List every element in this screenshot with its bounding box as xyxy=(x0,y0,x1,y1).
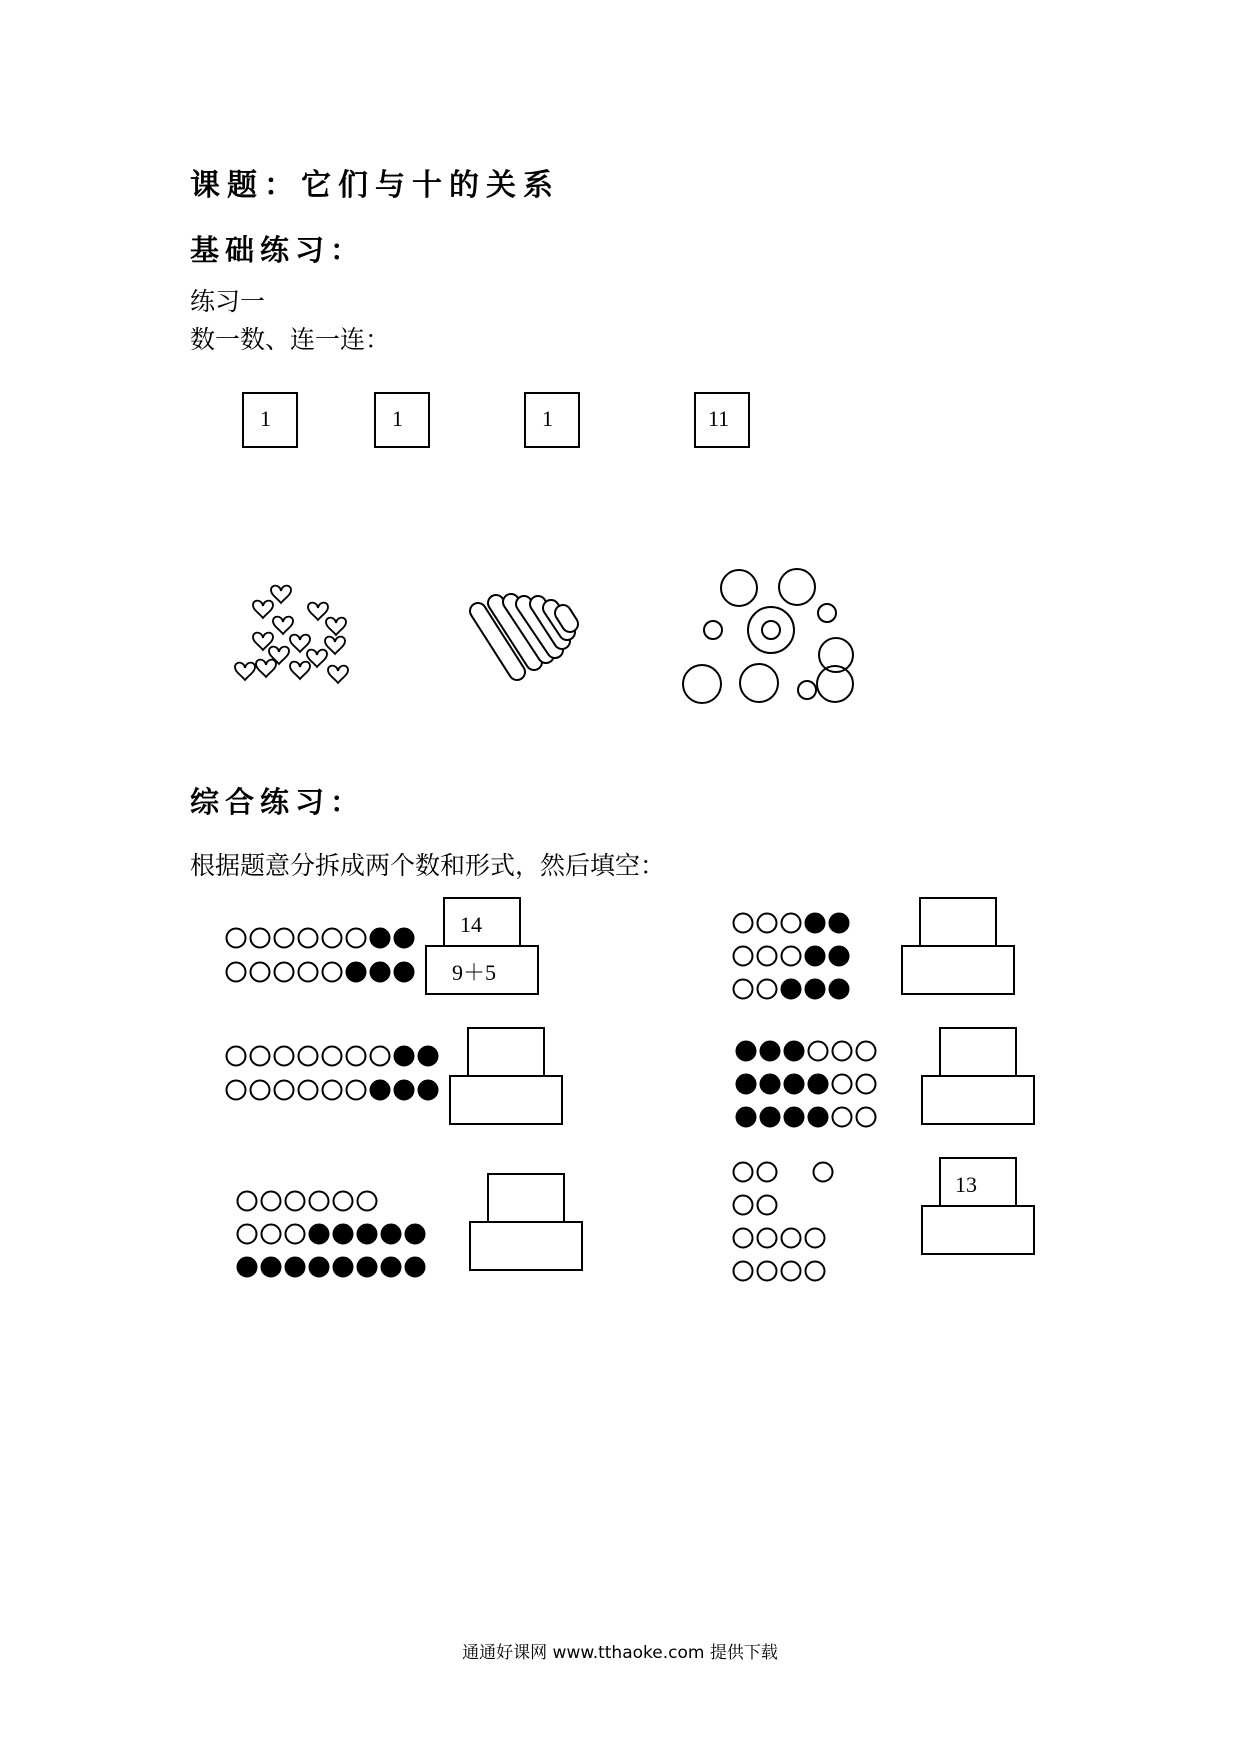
empty-dot xyxy=(758,947,777,966)
hearts-group xyxy=(235,586,348,683)
empty-dot xyxy=(734,980,753,999)
empty-dot xyxy=(758,980,777,999)
empty-dot xyxy=(275,929,294,948)
circle-icon xyxy=(779,569,815,605)
empty-dot xyxy=(251,929,270,948)
empty-dot xyxy=(814,1163,833,1182)
filled-dot xyxy=(406,1225,425,1244)
number-box-value: 11 xyxy=(708,406,730,431)
filled-dot xyxy=(806,980,825,999)
filled-dot xyxy=(785,1075,804,1094)
empty-dot xyxy=(833,1108,852,1127)
empty-dot xyxy=(238,1192,257,1211)
problem-1 xyxy=(426,898,538,994)
comprehensive-instruction: 根据题意分拆成两个数和形式，然后填空： xyxy=(190,851,666,880)
empty-dot xyxy=(334,1192,353,1211)
empty-dot xyxy=(782,914,801,933)
basic-heading: 基础练习： xyxy=(190,233,366,267)
expression-box xyxy=(922,1076,1034,1124)
total-box xyxy=(940,1158,1016,1206)
filled-dot xyxy=(371,963,390,982)
heart-icon xyxy=(328,666,348,683)
empty-dot xyxy=(286,1225,305,1244)
expression-box xyxy=(470,1222,582,1270)
dot-arrays xyxy=(227,914,876,1281)
filled-dot xyxy=(761,1108,780,1127)
filled-dot xyxy=(371,1081,390,1100)
empty-dot xyxy=(323,1047,342,1066)
empty-dot xyxy=(262,1225,281,1244)
number-box-value: 1 xyxy=(542,406,553,431)
empty-dot xyxy=(227,1081,246,1100)
filled-dot xyxy=(806,914,825,933)
filled-dot xyxy=(395,1081,414,1100)
expression-box xyxy=(922,1206,1034,1254)
total-box xyxy=(920,898,996,946)
number-box-value: 1 xyxy=(392,406,403,431)
exercise-label: 练习一 xyxy=(190,287,266,316)
filled-dot xyxy=(830,914,849,933)
circle-icon xyxy=(762,621,780,639)
problem-6 xyxy=(922,1158,1034,1254)
empty-dot xyxy=(833,1075,852,1094)
empty-dot xyxy=(323,929,342,948)
filled-dot xyxy=(395,1047,414,1066)
empty-dot xyxy=(227,1047,246,1066)
heart-icon xyxy=(290,635,310,652)
filled-dot xyxy=(782,980,801,999)
empty-dot xyxy=(734,1229,753,1248)
total-box xyxy=(468,1028,544,1076)
empty-dot xyxy=(758,1196,777,1215)
empty-dot xyxy=(347,929,366,948)
empty-dot xyxy=(758,1229,777,1248)
filled-dot xyxy=(395,963,414,982)
empty-dot xyxy=(734,914,753,933)
circle-icon xyxy=(748,607,794,653)
filled-dot xyxy=(406,1258,425,1277)
circle-icon xyxy=(721,570,757,606)
filled-dot xyxy=(347,963,366,982)
sticks-group xyxy=(478,602,570,672)
basic-instruction: 数一数、连一连： xyxy=(190,325,391,354)
empty-dot xyxy=(734,947,753,966)
heart-icon xyxy=(256,660,276,677)
empty-dot xyxy=(833,1042,852,1061)
empty-dot xyxy=(734,1262,753,1281)
circle-icon xyxy=(798,681,816,699)
filled-dot xyxy=(382,1225,401,1244)
filled-dot xyxy=(737,1075,756,1094)
filled-dot xyxy=(761,1075,780,1094)
filled-dot xyxy=(830,947,849,966)
filled-dot xyxy=(358,1258,377,1277)
empty-dot xyxy=(347,1081,366,1100)
empty-dot xyxy=(262,1192,281,1211)
empty-dot xyxy=(782,947,801,966)
filled-dot xyxy=(809,1075,828,1094)
expression-value: 9＋5 xyxy=(452,960,497,985)
filled-dot xyxy=(310,1258,329,1277)
empty-dot xyxy=(251,1047,270,1066)
filled-dot xyxy=(238,1258,257,1277)
filled-dot xyxy=(785,1042,804,1061)
heart-icon xyxy=(253,601,273,618)
filled-dot xyxy=(262,1258,281,1277)
empty-dot xyxy=(251,1081,270,1100)
empty-dot xyxy=(734,1163,753,1182)
problem-2 xyxy=(902,898,1014,994)
expression-box xyxy=(902,946,1014,994)
picture-groups xyxy=(0,0,1240,760)
empty-dot xyxy=(758,1163,777,1182)
filled-dot xyxy=(286,1258,305,1277)
heart-icon xyxy=(273,617,293,634)
empty-dot xyxy=(251,963,270,982)
problem-5 xyxy=(470,1174,582,1270)
filled-dot xyxy=(806,947,825,966)
total-box xyxy=(488,1174,564,1222)
empty-dot xyxy=(782,1229,801,1248)
problem-3 xyxy=(450,1028,562,1124)
empty-dot xyxy=(227,963,246,982)
empty-dot xyxy=(857,1108,876,1127)
circle-icon xyxy=(704,621,722,639)
circles-group xyxy=(683,569,853,703)
heart-icon xyxy=(290,662,310,679)
empty-dot xyxy=(286,1192,305,1211)
filled-dot xyxy=(382,1258,401,1277)
filled-dot xyxy=(334,1258,353,1277)
empty-dot xyxy=(371,1047,390,1066)
empty-dot xyxy=(806,1262,825,1281)
filled-dot xyxy=(310,1225,329,1244)
empty-dot xyxy=(238,1225,257,1244)
heart-icon xyxy=(269,647,289,664)
empty-dot xyxy=(809,1042,828,1061)
problem-4 xyxy=(922,1028,1034,1124)
heart-icon xyxy=(325,637,345,654)
filled-dot xyxy=(737,1108,756,1127)
empty-dot xyxy=(299,1081,318,1100)
empty-dot xyxy=(758,1262,777,1281)
empty-dot xyxy=(857,1075,876,1094)
empty-dot xyxy=(275,1081,294,1100)
filled-dot xyxy=(371,929,390,948)
page-title: 课题：它们与十的关系 xyxy=(190,168,560,203)
circle-icon xyxy=(740,664,778,702)
expression-box xyxy=(450,1076,562,1124)
filled-dot xyxy=(395,929,414,948)
empty-dot xyxy=(358,1192,377,1211)
filled-dot xyxy=(419,1081,438,1100)
empty-dot xyxy=(299,963,318,982)
number-box-value: 1 xyxy=(260,406,271,431)
footer: 通通好课网 www.tthaoke.com 提供下载 xyxy=(462,1643,778,1663)
heart-icon xyxy=(326,618,346,635)
heart-icon xyxy=(235,663,255,680)
filled-dot xyxy=(737,1042,756,1061)
total-box xyxy=(444,898,520,946)
empty-dot xyxy=(758,914,777,933)
comprehensive-heading: 综合练习： xyxy=(190,785,366,819)
filled-dot xyxy=(785,1108,804,1127)
empty-dot xyxy=(323,963,342,982)
empty-dot xyxy=(299,929,318,948)
empty-dot xyxy=(275,1047,294,1066)
filled-dot xyxy=(809,1108,828,1127)
empty-dot xyxy=(323,1081,342,1100)
empty-dot xyxy=(227,929,246,948)
filled-dot xyxy=(761,1042,780,1061)
empty-dot xyxy=(782,1262,801,1281)
empty-dot xyxy=(275,963,294,982)
filled-dot xyxy=(830,980,849,999)
empty-dot xyxy=(299,1047,318,1066)
split-problems xyxy=(0,880,1240,1310)
empty-dot xyxy=(734,1196,753,1215)
circle-icon xyxy=(683,665,721,703)
filled-dot xyxy=(334,1225,353,1244)
circle-icon xyxy=(818,604,836,622)
heart-icon xyxy=(308,603,328,620)
empty-dot xyxy=(347,1047,366,1066)
empty-dot xyxy=(310,1192,329,1211)
empty-dot xyxy=(857,1042,876,1061)
empty-dot xyxy=(806,1229,825,1248)
heart-icon xyxy=(271,586,291,603)
filled-dot xyxy=(358,1225,377,1244)
total-box xyxy=(940,1028,1016,1076)
total-value: 13 xyxy=(955,1172,977,1197)
filled-dot xyxy=(419,1047,438,1066)
total-value: 14 xyxy=(460,912,482,937)
